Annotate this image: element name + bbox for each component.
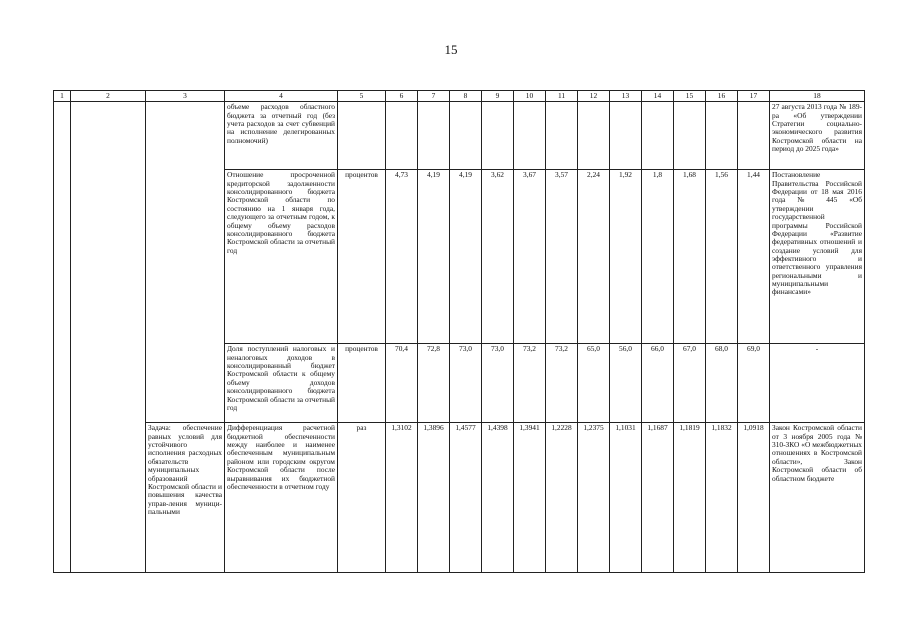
value-cell: 3,67	[514, 170, 546, 344]
value-cell	[578, 102, 610, 170]
header-cell: 14	[642, 91, 674, 102]
value-cell	[514, 102, 546, 170]
task-cell-empty	[146, 102, 225, 423]
value-cell: 1,3896	[418, 423, 450, 573]
indicators-table	[53, 90, 865, 573]
table-row	[54, 102, 865, 170]
value-cell: 1,4577	[450, 423, 482, 573]
header-cell: 11	[546, 91, 578, 102]
value-cell: 3,62	[482, 170, 514, 344]
value-cell	[642, 102, 674, 170]
value-cell: 4,19	[450, 170, 482, 344]
header-cell: 7	[418, 91, 450, 102]
value-cell: 1,2228	[546, 423, 578, 573]
header-cell: 3	[146, 91, 225, 102]
value-cell	[738, 102, 770, 170]
header-cell: 10	[514, 91, 546, 102]
table-row	[54, 423, 865, 573]
header-cell: 9	[482, 91, 514, 102]
value-cell: 1,4398	[482, 423, 514, 573]
value-cell: 1,92	[610, 170, 642, 344]
value-cell: 1,68	[674, 170, 706, 344]
value-cell: 68,0	[706, 344, 738, 423]
indicator-cell: объеме расходов областного бюджета за отчетный год (без учета расходов за счет субвенций на исполнение делегированных полномочий)	[225, 102, 338, 170]
value-cell: 1,1832	[706, 423, 738, 573]
unit-cell: раз	[338, 423, 386, 573]
col1-cell	[54, 102, 71, 573]
value-cell: 73,0	[482, 344, 514, 423]
value-cell	[418, 102, 450, 170]
value-cell: 69,0	[738, 344, 770, 423]
value-cell: 4,19	[418, 170, 450, 344]
unit-cell: процентов	[338, 170, 386, 344]
header-cell: 17	[738, 91, 770, 102]
value-cell: 56,0	[610, 344, 642, 423]
unit-cell: процентов	[338, 344, 386, 423]
col2-cell	[71, 102, 146, 573]
basis-cell: 27 августа 2013 года № 189-ра «Об утверждении Стратегии социально-экономического развития Костромской области на период до 2025 года»	[770, 102, 865, 170]
value-cell: 1,8	[642, 170, 674, 344]
value-cell: 73,2	[514, 344, 546, 423]
header-cell: 2	[71, 91, 146, 102]
value-cell	[610, 102, 642, 170]
value-cell	[674, 102, 706, 170]
value-cell: 1,0918	[738, 423, 770, 573]
header-cell: 4	[225, 91, 338, 102]
value-cell: 1,56	[706, 170, 738, 344]
value-cell: 70,4	[386, 344, 418, 423]
value-cell	[482, 102, 514, 170]
value-cell: 73,0	[450, 344, 482, 423]
value-cell: 65,0	[578, 344, 610, 423]
basis-cell: -	[770, 344, 865, 423]
page-number: 15	[444, 42, 458, 57]
header-cell: 13	[610, 91, 642, 102]
value-cell: 66,0	[642, 344, 674, 423]
value-cell	[450, 102, 482, 170]
header-cell: 5	[338, 91, 386, 102]
header-cell: 16	[706, 91, 738, 102]
value-cell: 67,0	[674, 344, 706, 423]
value-cell: 1,1687	[642, 423, 674, 573]
unit-cell	[338, 102, 386, 170]
value-cell: 1,44	[738, 170, 770, 344]
value-cell: 1,2375	[578, 423, 610, 573]
indicator-cell: Дифференциация расчетной бюджетной обеспеченности между наиболее и наименее обеспеченным муниципальным районом или городским округом Костромской области после выравнивания их бюджетной обеспеченности в отчетном году	[225, 423, 338, 573]
header-cell: 15	[674, 91, 706, 102]
value-cell: 2,24	[578, 170, 610, 344]
value-cell: 1,1819	[674, 423, 706, 573]
value-cell: 73,2	[546, 344, 578, 423]
value-cell: 72,8	[418, 344, 450, 423]
task-cell: Задача: обеспечение равных условий для устойчивого исполнения расходных обязательств муниципальных образований Костромской области и повышения качества управ-ления муници-пальными	[146, 423, 225, 573]
header-cell: 18	[770, 91, 865, 102]
value-cell: 4,73	[386, 170, 418, 344]
value-cell	[706, 102, 738, 170]
value-cell: 3,57	[546, 170, 578, 344]
value-cell: 1,1031	[610, 423, 642, 573]
header-cell: 6	[386, 91, 418, 102]
header-cell: 12	[578, 91, 610, 102]
value-cell	[386, 102, 418, 170]
value-cell	[546, 102, 578, 170]
header-cell: 1	[54, 91, 71, 102]
header-row	[54, 91, 865, 102]
value-cell: 1,3941	[514, 423, 546, 573]
basis-cell: Закон Костромской области от 3 ноября 2005 года № 310-ЗКО «О межбюджетных отношениях в Костромской области», Закон Костромской области об областном бюджете	[770, 423, 865, 573]
indicator-cell: Доля поступлений налоговых и неналоговых доходов в консолидированный бюджет Костромской области к общему объему доходов консолидированного бюджета Костромской области за отчетный год	[225, 344, 338, 423]
header-cell: 8	[450, 91, 482, 102]
indicator-cell: Отношение просроченной кредиторской задолженности консолидированного бюджета Костромской области по состоянию на 1 января года, следующего за отчетным годом, к общему объему расходов консолидированного бюджета Костромской области за отчетный год	[225, 170, 338, 344]
value-cell: 1,3102	[386, 423, 418, 573]
basis-cell: Постановление Правительства Российской Федерации от 18 мая 2016 года № 445 «Об утверждении государственной программы Российской Федерации «Развитие федеративных отношений и создание условий для эффективного и ответственного управления региональными и муниципальными финансами»	[770, 170, 865, 344]
